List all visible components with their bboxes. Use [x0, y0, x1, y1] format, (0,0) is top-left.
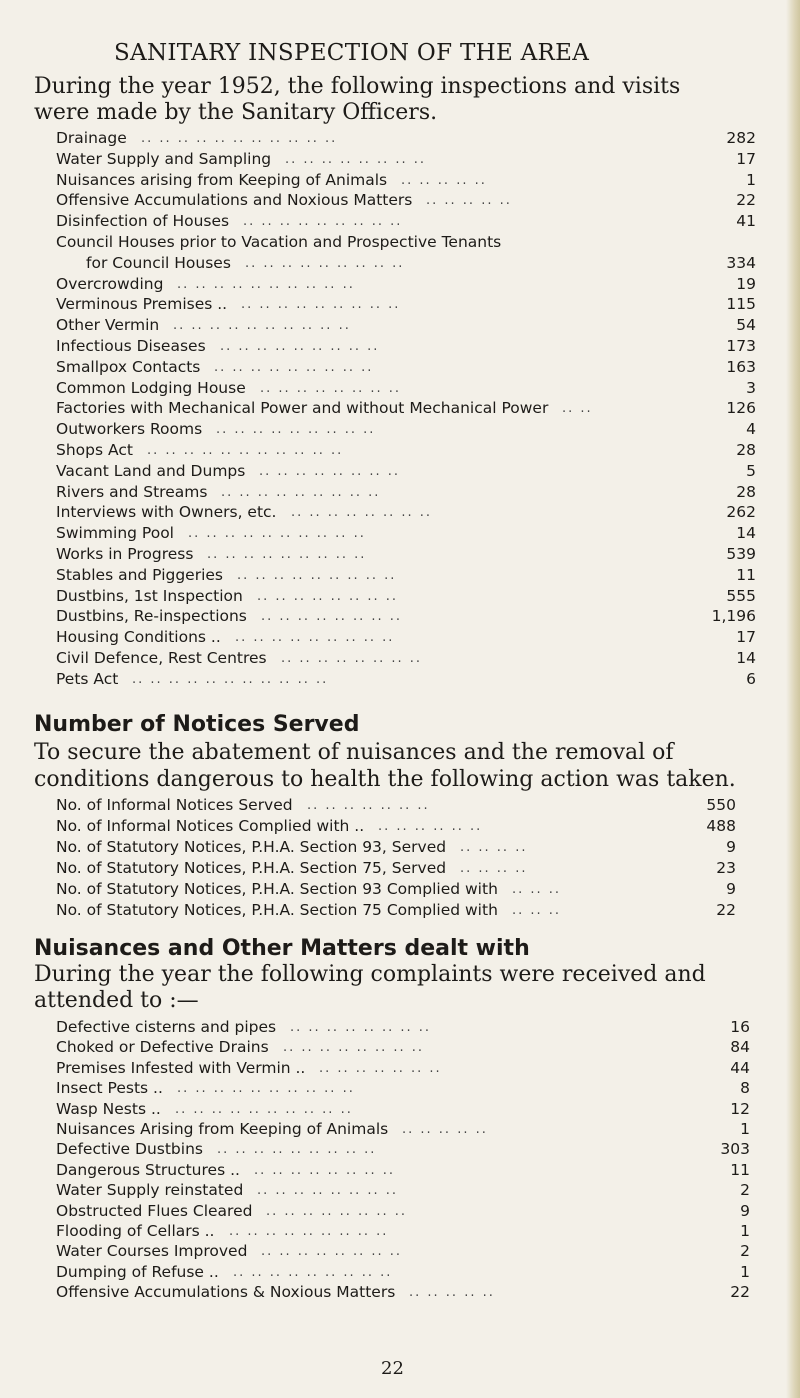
- notices-value: 488: [706, 817, 736, 835]
- leader-dots: .. .. .. .. .. .. .. ..: [283, 1040, 425, 1056]
- notices-label: No. of Informal Notices Served: [56, 796, 293, 814]
- nuisances-value: 2: [740, 1242, 750, 1261]
- intro-line-1: During the year 1952, the following inspections and visits: [34, 74, 681, 99]
- notices-label: No. of Statutory Notices, P.H.A. Section 93, Served: [56, 838, 447, 856]
- nuisances-value: 2: [740, 1181, 750, 1200]
- leader-dots: .. .. ..: [512, 903, 562, 918]
- nuisances-heading: Nuisances and Other Matters dealt with: [34, 936, 530, 961]
- leader-dots: .. .. .. ..: [460, 861, 528, 876]
- inspections-value: 1: [746, 170, 756, 189]
- inspections-value: 262: [726, 503, 756, 522]
- inspections-value: 3: [746, 378, 756, 397]
- leader-dots: .. .. .. .. .. ..: [378, 819, 483, 834]
- nuisances-value: 1: [740, 1221, 750, 1240]
- intro-line-2: were made by the Sanitary Officers.: [34, 100, 438, 125]
- inspections-value: 4: [746, 420, 756, 439]
- notices-value: 9: [726, 880, 736, 898]
- leader-dots: .. .. .. .. .. .. .. .. ..: [245, 255, 405, 271]
- nuisances-label: Water Supply reinstated: [56, 1181, 244, 1200]
- nuisances-label: Premises Infested with Vermin ..: [56, 1058, 306, 1077]
- nuisances-label: Offensive Accumulations & Noxious Matters: [56, 1283, 396, 1302]
- inspections-value: 173: [726, 336, 756, 355]
- nuisances-label: Water Courses Improved: [56, 1242, 248, 1261]
- nuisances-value: 12: [730, 1099, 750, 1118]
- leader-dots: .. .. .. .. .. .. .. .. .. ..: [175, 1101, 353, 1117]
- nuisances-value: 22: [730, 1283, 750, 1302]
- leader-dots: .. .. .. .. .. .. .. .. ..: [243, 214, 403, 230]
- page-title: SANITARY INSPECTION OF THE AREA: [114, 40, 590, 66]
- nuisances-value: 16: [730, 1018, 750, 1036]
- inspections-value: 22: [736, 191, 756, 210]
- inspections-label: Common Lodging House: [56, 378, 246, 397]
- nuisances-label: Dumping of Refuse ..: [56, 1262, 219, 1281]
- leader-dots: .. .. .. .. .. .. .. .. .. ..: [173, 318, 351, 334]
- notices-intro-line-1: To secure the abatement of nuisances and the removal of: [34, 740, 674, 765]
- inspections-label: Infectious Diseases: [56, 336, 206, 355]
- leader-dots: .. .. .. .. .. .. .. ..: [261, 1244, 403, 1260]
- inspections-value: 1,196: [711, 607, 756, 626]
- leader-dots: .. .. .. .. .. .. .. ..: [257, 1183, 399, 1199]
- leader-dots: .. .. .. .. .. .. .. ..: [261, 609, 403, 625]
- leader-dots: .. .. .. .. .. .. .. .. .. ..: [177, 1081, 355, 1097]
- nuisances-label: Defective Dustbins: [56, 1140, 203, 1159]
- leader-dots: .. .. .. .. .. .. .. ..: [254, 1162, 396, 1178]
- nuisances-value: 44: [730, 1058, 750, 1077]
- leader-dots: .. .. .. .. .. .. .. .. ..: [216, 422, 376, 438]
- inspections-label: Water Supply and Sampling: [56, 149, 272, 168]
- inspections-value: 17: [736, 628, 756, 647]
- nuisances-label: Insect Pests ..: [56, 1079, 163, 1098]
- leader-dots: .. .. .. .. .. .. .. ..: [259, 463, 401, 479]
- nuisances-label: Nuisances Arising from Keeping of Animals: [56, 1119, 389, 1138]
- inspections-label: Dustbins, 1st Inspection: [56, 586, 243, 605]
- nuisances-label: Flooding of Cellars ..: [56, 1221, 215, 1240]
- nuisances-intro-line-2: attended to :—: [34, 988, 199, 1013]
- leader-dots: .. .. .. .. ..: [426, 193, 512, 209]
- leader-dots: .. .. .. .. .. .. ..: [307, 798, 430, 813]
- leader-dots: .. .. .. .. .. .. .. .. ..: [221, 484, 381, 500]
- leader-dots: .. .. .. .. .. .. .. .. ..: [229, 1223, 389, 1239]
- inspections-label: Nuisances arising from Keeping of Animals: [56, 170, 388, 189]
- leader-dots: .. .. .. .. .. .. .. .. ..: [220, 338, 380, 354]
- inspections-value: 54: [736, 316, 756, 335]
- leader-dots: .. .. .. .. .. .. .. .. ..: [233, 1264, 393, 1280]
- notices-label: No. of Statutory Notices, P.H.A. Section 93 Complied with: [56, 880, 498, 898]
- notices-heading: Number of Notices Served: [34, 712, 360, 737]
- page-number: 22: [381, 1358, 404, 1379]
- notices-value: 550: [706, 796, 736, 814]
- notices-value: 22: [716, 901, 736, 919]
- leader-dots: .. .. .. .. .. .. .. ..: [266, 1203, 408, 1219]
- nuisances-label: Choked or Defective Drains: [56, 1038, 269, 1057]
- leader-dots: .. ..: [562, 401, 593, 417]
- inspections-label: Council Houses prior to Vacation and Prospective Tenants: [56, 232, 502, 251]
- leader-dots: .. .. .. .. .. .. .. .. .. .. ..: [132, 671, 329, 687]
- inspections-label: Other Vermin: [56, 316, 160, 335]
- leader-dots: .. .. .. .. .. .. .. .. ..: [237, 567, 397, 583]
- inspections-value: 126: [726, 399, 756, 418]
- nuisances-label: Wasp Nests ..: [56, 1099, 161, 1118]
- inspections-label: Drainage: [56, 129, 127, 147]
- notices-label: No. of Statutory Notices, P.H.A. Section 75 Complied with: [56, 901, 498, 919]
- page-edge: [786, 0, 800, 1398]
- leader-dots: .. .. .. .. .. .. .. .. .. .. ..: [141, 131, 338, 146]
- leader-dots: .. .. .. .. .. .. ..: [319, 1060, 442, 1076]
- inspections-label: Civil Defence, Rest Centres: [56, 648, 267, 667]
- nuisances-label: Dangerous Structures ..: [56, 1160, 240, 1179]
- inspections-label: Overcrowding: [56, 274, 164, 293]
- leader-dots: .. .. .. .. .. .. .. ..: [290, 1020, 432, 1035]
- leader-dots: .. .. .. .. .. .. .. .. .. ..: [188, 526, 366, 542]
- inspections-value: 539: [726, 544, 756, 563]
- nuisances-value: 84: [730, 1038, 750, 1057]
- leader-dots: .. .. .. ..: [460, 840, 528, 855]
- leader-dots: .. .. .. .. .. .. .. .. ..: [217, 1142, 377, 1158]
- nuisances-value: 1: [740, 1119, 750, 1138]
- inspections-value: 555: [726, 586, 756, 605]
- leader-dots: .. .. .. .. .. .. .. .. ..: [214, 359, 374, 375]
- inspections-label: for Council Houses: [86, 253, 231, 272]
- inspections-value: 6: [746, 669, 756, 688]
- inspections-label: Interviews with Owners, etc.: [56, 503, 277, 522]
- nuisances-value: 9: [740, 1201, 750, 1220]
- leader-dots: .. .. .. .. .. .. .. .. .. ..: [177, 276, 355, 292]
- inspections-label: Shops Act: [56, 440, 133, 459]
- inspections-label: Factories with Mechanical Power and without Mechanical Power: [56, 399, 549, 418]
- leader-dots: .. .. .. .. .. .. .. .. .. .. ..: [147, 442, 344, 458]
- inspections-value: 5: [746, 461, 756, 480]
- inspections-label: Dustbins, Re-inspections: [56, 607, 247, 626]
- inspections-value: 17: [736, 149, 756, 168]
- leader-dots: .. .. .. .. .. .. .. .. ..: [235, 630, 395, 646]
- nuisances-value: 11: [730, 1160, 750, 1179]
- leader-dots: .. .. .. .. .. .. .. .. ..: [241, 297, 401, 313]
- inspections-value: 28: [736, 440, 756, 459]
- inspections-label: Works in Progress: [56, 544, 194, 563]
- inspections-label: Vacant Land and Dumps: [56, 461, 246, 480]
- inspections-label: Housing Conditions ..: [56, 628, 221, 647]
- nuisances-value: 8: [740, 1079, 750, 1098]
- notices-label: No. of Statutory Notices, P.H.A. Section 75, Served: [56, 859, 447, 877]
- inspections-value: 115: [726, 295, 756, 314]
- leader-dots: .. .. .. .. .. .. .. ..: [291, 505, 433, 521]
- leader-dots: .. .. .. .. .. .. .. ..: [281, 650, 423, 666]
- notices-intro-line-2: conditions dangerous to health the following action was taken.: [34, 767, 736, 792]
- inspections-label: Offensive Accumulations and Noxious Matters: [56, 191, 413, 210]
- leader-dots: .. .. .. .. .. .. .. ..: [285, 151, 427, 167]
- leader-dots: .. .. .. .. .. .. .. ..: [257, 588, 399, 604]
- leader-dots: .. .. .. .. .. .. .. ..: [260, 380, 402, 396]
- inspections-value: 19: [736, 274, 756, 293]
- inspections-label: Swimming Pool: [56, 524, 174, 543]
- nuisances-value: 1: [740, 1262, 750, 1281]
- leader-dots: .. .. .. .. .. .. .. .. ..: [207, 546, 367, 562]
- inspections-value: 334: [726, 253, 756, 272]
- nuisances-intro-line-1: During the year the following complaints were received and: [34, 962, 706, 987]
- leader-dots: .. .. .. .. ..: [401, 172, 487, 188]
- leader-dots: .. .. .. .. ..: [402, 1121, 488, 1137]
- inspections-label: Verminous Premises ..: [56, 295, 228, 314]
- notices-label: No. of Informal Notices Complied with ..: [56, 817, 365, 835]
- inspections-label: Stables and Piggeries: [56, 565, 224, 584]
- nuisances-label: Obstructed Flues Cleared: [56, 1201, 253, 1220]
- notices-value: 9: [726, 838, 736, 856]
- inspections-label: Smallpox Contacts: [56, 357, 201, 376]
- notices-value: 23: [716, 859, 736, 877]
- inspections-label: Disinfection of Houses: [56, 212, 230, 231]
- inspections-label: Pets Act: [56, 669, 119, 688]
- nuisances-label: Defective cisterns and pipes: [56, 1018, 277, 1036]
- inspections-value: 11: [736, 565, 756, 584]
- inspections-value: 28: [736, 482, 756, 501]
- inspections-value: 282: [726, 129, 756, 147]
- inspections-value: 14: [736, 524, 756, 543]
- inspections-label: Rivers and Streams: [56, 482, 208, 501]
- inspections-value: 163: [726, 357, 756, 376]
- inspections-value: 41: [736, 212, 756, 231]
- leader-dots: .. .. ..: [512, 882, 562, 897]
- inspections-label: Outworkers Rooms: [56, 420, 203, 439]
- inspections-value: 14: [736, 648, 756, 667]
- leader-dots: .. .. .. .. ..: [409, 1285, 495, 1301]
- nuisances-value: 303: [720, 1140, 750, 1159]
